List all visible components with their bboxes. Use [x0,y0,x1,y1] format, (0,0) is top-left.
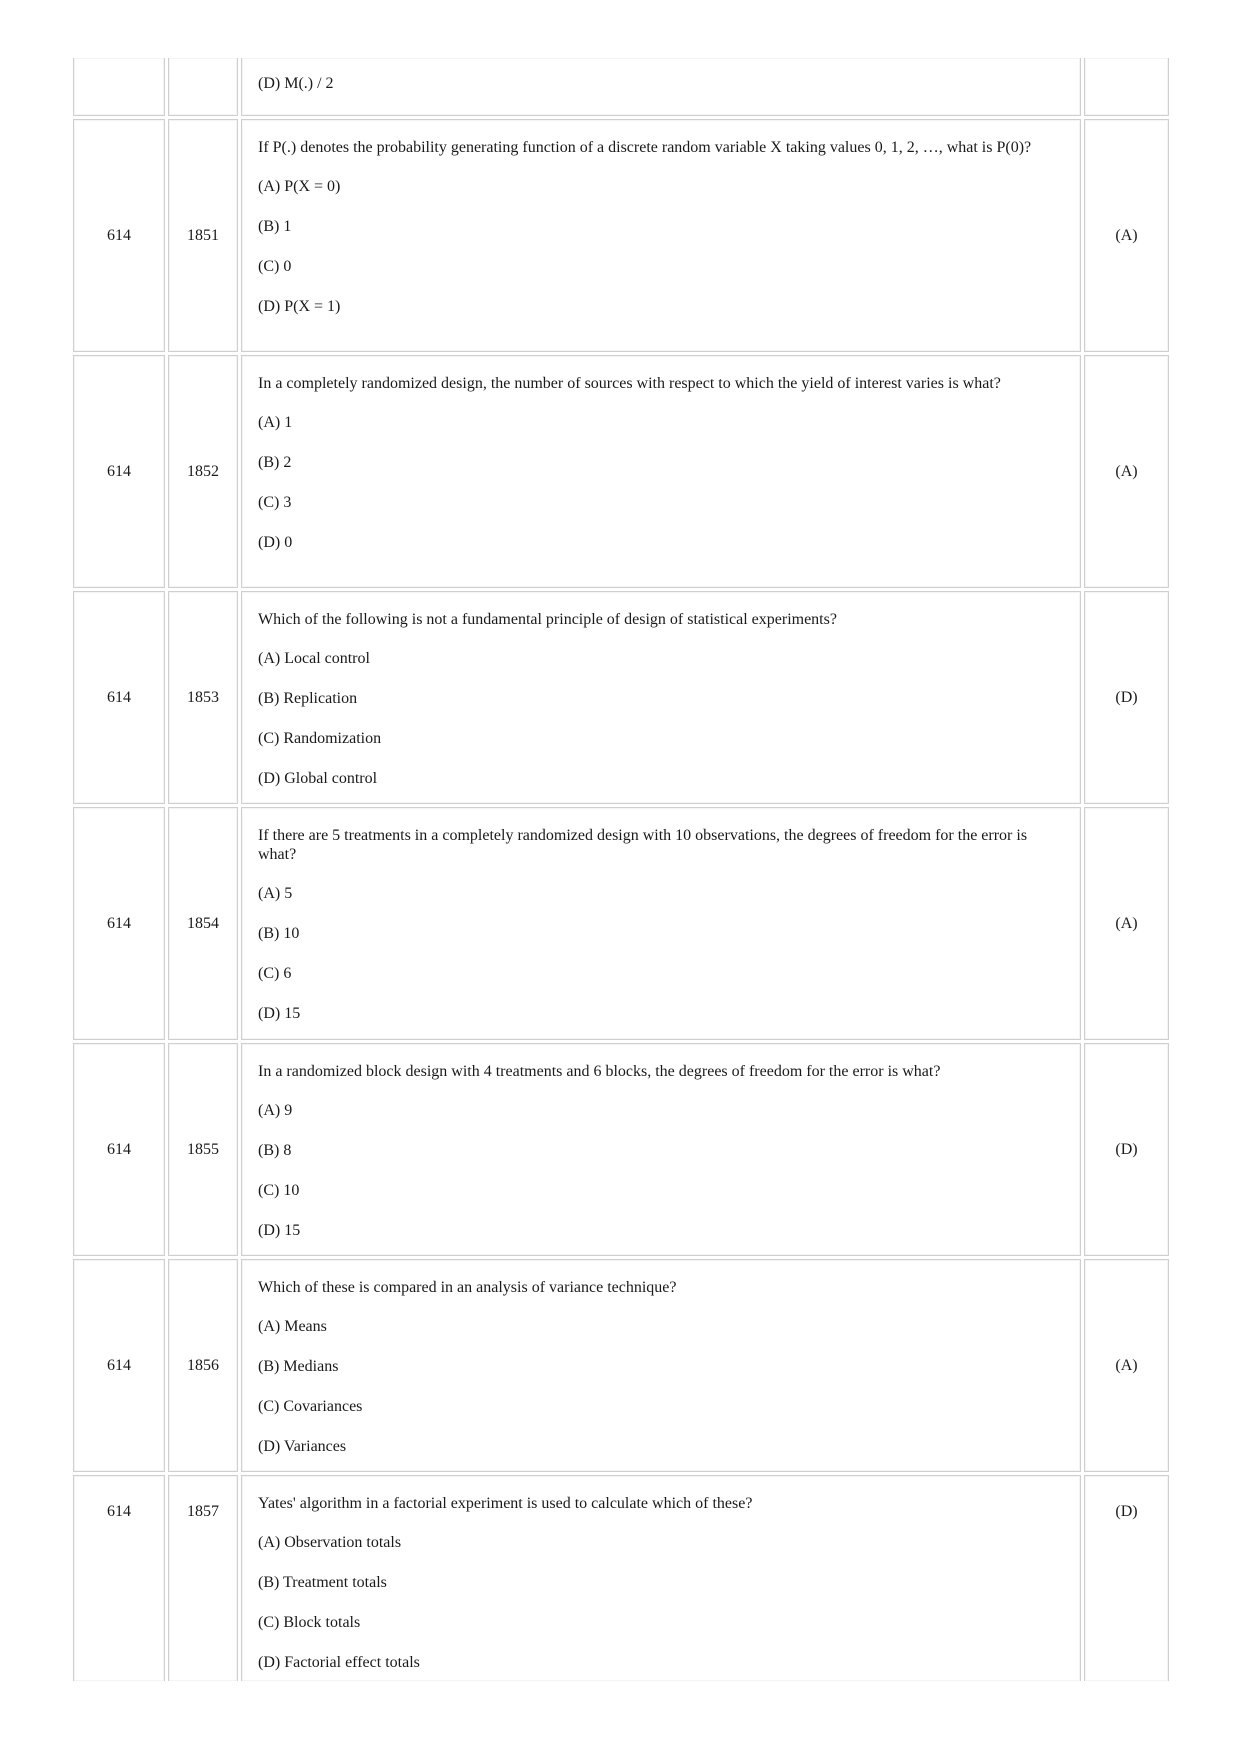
option-b: (B) Treatment totals [258,1574,387,1591]
subject-code-cell: 614 [73,1259,165,1472]
table-row [73,119,1169,352]
option-d: (D) 15 [258,1222,301,1239]
answer-cell: (A) [1084,355,1169,588]
option-d: (D) 15 [258,1005,301,1022]
question-number-cell: 1857 [168,1475,238,1681]
question-number-cell: 1856 [168,1259,238,1472]
table-row [73,1475,1169,1681]
question-cell [241,591,1081,804]
option-a: (A) 5 [258,885,293,902]
option-a: (A) Observation totals [258,1534,402,1551]
option-c: (C) Randomization [258,730,382,747]
answer-cell: (D) [1084,1475,1169,1681]
subject-code-cell: 614 [73,1475,165,1681]
question-text: Which of these is compared in an analysis of variance technique? [258,1279,677,1296]
option-c: (C) 3 [258,494,292,511]
question-number-cell [168,58,238,116]
answer-cell: (D) [1084,1043,1169,1256]
option-c: (C) Block totals [258,1614,361,1631]
option-b: (B) Replication [258,690,358,707]
option-b: (B) Medians [258,1358,339,1375]
subject-code-cell: 614 [73,1043,165,1256]
table-row [73,1259,1169,1472]
option-b: (B) 1 [258,218,292,235]
option-c: (C) 0 [258,258,292,275]
table-row [73,591,1169,804]
option-d: (D) Global control [258,770,378,787]
subject-code-cell: 614 [73,591,165,804]
question-text: In a completely randomized design, the number of sources with respect to which the yield of interest varies is what? [258,375,1001,392]
option-c: (C) 6 [258,965,292,982]
option-a: (A) Local control [258,650,370,667]
question-number-cell: 1851 [168,119,238,352]
table-row [73,807,1169,1040]
subject-code-cell: 614 [73,807,165,1040]
option-d: (D) 0 [258,534,293,551]
option-d: (D) M(.) / 2 [258,75,334,92]
subject-code-cell: 614 [73,119,165,352]
question-text: Which of the following is not a fundamental principle of design of statistical experiments? [258,611,837,628]
option-a: (A) 9 [258,1102,293,1119]
option-b: (B) 8 [258,1142,292,1159]
option-b: (B) 2 [258,454,292,471]
option-d: (D) Variances [258,1438,347,1455]
question-text: In a randomized block design with 4 treatments and 6 blocks, the degrees of freedom for the error is what? [258,1063,941,1080]
answer-cell: (A) [1084,119,1169,352]
option-c: (C) 10 [258,1182,300,1199]
answer-cell: (A) [1084,807,1169,1040]
answer-cell: (D) [1084,591,1169,804]
answer-cell: (A) [1084,1259,1169,1472]
option-a: (A) 1 [258,414,293,431]
question-number-cell: 1855 [168,1043,238,1256]
question-cell [241,58,1081,116]
question-text: If P(.) denotes the probability generating function of a discrete random variable X taking values 0, 1, 2, …, what is P(0)? [258,139,1032,156]
option-b: (B) 10 [258,925,300,942]
subject-code-cell [73,58,165,116]
question-number-cell: 1853 [168,591,238,804]
table-row [73,355,1169,588]
question-cell [241,1475,1081,1681]
table-row [73,58,1169,116]
option-a: (A) P(X = 0) [258,178,341,195]
question-cell [241,1043,1081,1256]
question-cell [241,1259,1081,1472]
subject-code-cell: 614 [73,355,165,588]
question-cell [241,355,1081,588]
option-d: (D) Factorial effect totals [258,1654,420,1671]
option-c: (C) Covariances [258,1398,363,1415]
answer-cell [1084,58,1169,116]
table-row [73,1043,1169,1256]
question-text: Yates' algorithm in a factorial experiment is used to calculate which of these? [258,1495,753,1512]
question-cell [241,807,1081,1040]
option-d: (D) P(X = 1) [258,298,341,315]
question-number-cell: 1854 [168,807,238,1040]
question-cell [241,119,1081,352]
question-text: If there are 5 treatments in a completely randomized design with 10 observations, the degrees of freedom for the error is what? [258,827,1028,863]
option-a: (A) Means [258,1318,327,1335]
question-number-cell: 1852 [168,355,238,588]
